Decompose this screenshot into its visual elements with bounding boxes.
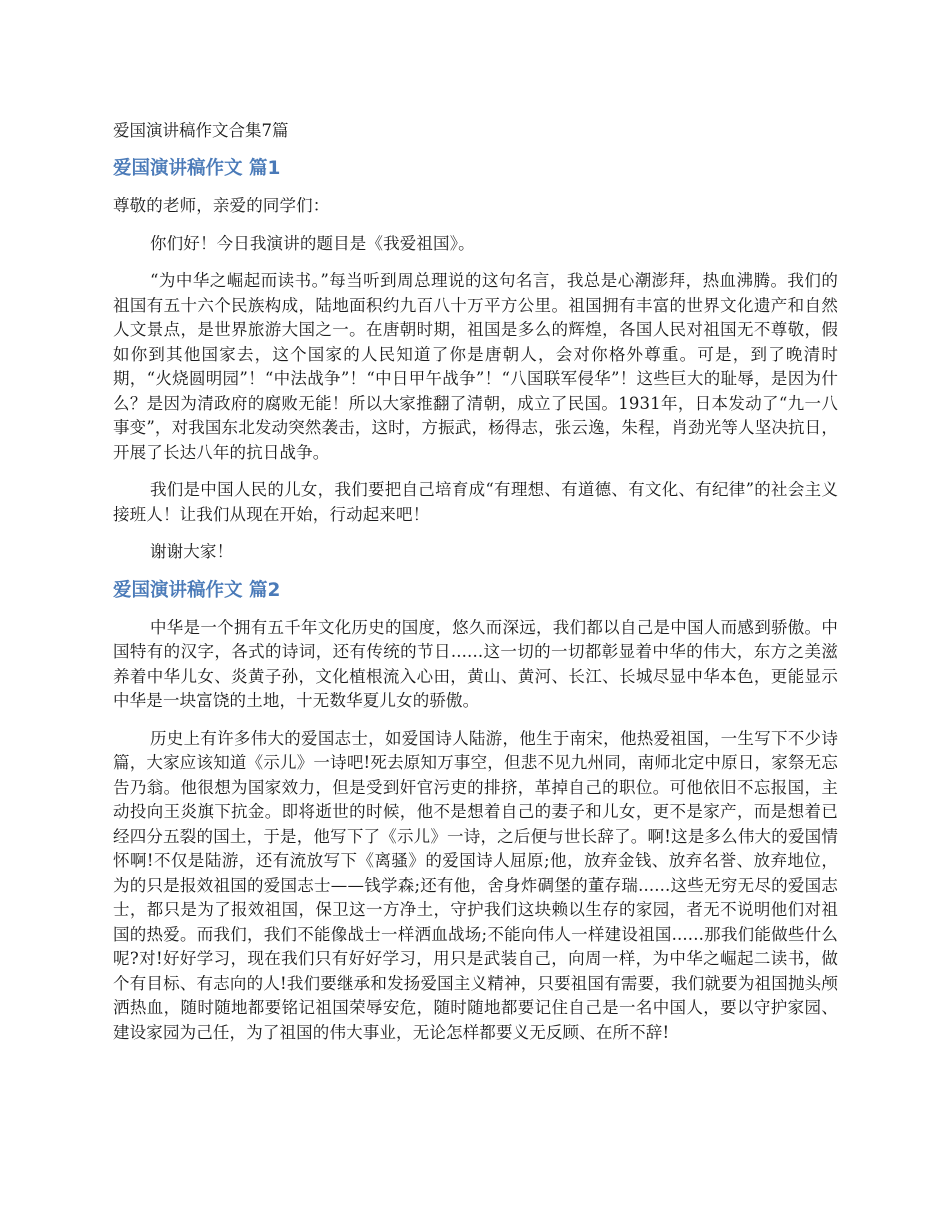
body-paragraph: 中华是一个拥有五千年文化历史的国度，悠久而深远，我们都以自己是中国人而感到骄傲。中国特有的汉字，各式的诗词，还有传统的节日......这一切的一切都彰显着中华的伟大，东方之美滋养着中华儿女、炎黄子孙，文化植根流入心田，黄山、黄河、长江、长城尽显中华本色，更能显示中华是一块富饶的土地，十无数华夏儿女的骄傲。: [113, 617, 838, 710]
document-page: [113, 118, 838, 1058]
body-paragraph: “为中华之崛起而读书。”每当听到周总理说的这句名言，我总是心潮澎拜，热血沸腾。我们的祖国有五十六个民族构成，陆地面积约九百八十万平方公里。祖国拥有丰富的世界文化遗产和自然人文景点，是世界旅游大国之一。在唐朝时期，祖国是多么的辉煌，各国人民对祖国无不尊敬，假如你到其他国家去，这个国家的人民知道了你是唐朝人，会对你格外尊重。可是，到了晚清时期，“火烧圆明园”！“中法战争”！“中日甲午战争”！“八国联军侵华”！这些巨大的耻辱，是因为什么？是因为清政府的腐败无能！所以大家推翻了清朝，成立了民国。1931年，日本发动了“九一八事变”，对我国东北发动突然袭击，这时，方振武，杨得志，张云逸，朱程，肖劲光等人坚决抗日，开展了长达八年的抗日战争。: [113, 271, 838, 462]
section-heading: 爱国演讲稿作文 篇2: [113, 579, 281, 601]
body-paragraph: 历史上有许多伟大的爱国志士，如爱国诗人陆游，他生于南宋，他热爱祖国，一生写下不少诗篇，大家应该知道《示儿》一诗吧!死去原知万事空，但悲不见九州同，南师北定中原日，家祭无忘告乃翁。他很想为国家效力，但是受到奸官污吏的排挤，革掉自己的职位。可他依旧不忘报国，主动投向王炎旗下抗金。即将逝世的时候，他不是想着自己的妻子和儿女，更不是家产，而是想着已经四分五裂的国土，于是，他写下了《示儿》一诗，之后便与世长辞了。啊!这是多么伟大的爱国情怀啊!不仅是陆游，还有流放写下《离骚》的爱国诗人屈原;他，放弃金钱、放弃名誉、放弃地位，为的只是报效祖国的爱国志士——钱学森;还有他，舍身炸碉堡的董存瑞......这些无穷无尽的爱国志士，都只是为了报效祖国，保卫这一方净土，守护我们这块赖以生存的家园，者无不说明他们对祖国的热爱。而我们，我们不能像战士一样洒血战场;不能向伟人一样建设祖国......那我们能做些什么呢?对!好好学习，现在我们只有好好学习，用只是武装自己，向周一样，为中华之崛起二读书，做个有目标、有志向的人!我们要继承和发扬爱国主义精神，只要祖国有需要，我们就要为祖国抛头颅洒热血，随时随地都要铭记祖国荣辱安危，随时随地都要记住自己是一名中国人，要以守护家园、建设家园为己任，为了祖国的伟大事业，无论怎样都要义无反顾、在所不辞!: [113, 728, 838, 1042]
closing-paragraph: 谢谢大家！: [150, 542, 234, 561]
section-2: [113, 578, 838, 1046]
section-heading: 爱国演讲稿作文 篇1: [113, 158, 281, 179]
body-paragraph: 你们好！今日我演讲的题目是《我爱祖国》。: [150, 233, 475, 253]
body-paragraph: 我们是中国人民的儿女，我们要把自己培育成“有理想、有道德、有文化、有纪律”的社会主义接班人！让我们从现在开始，行动起来吧！: [113, 480, 838, 524]
section-1: [113, 156, 838, 565]
document-title: 爱国演讲稿作文合集7篇: [113, 121, 289, 140]
salutation-paragraph: 尊敬的老师，亲爱的同学们：: [113, 196, 330, 215]
